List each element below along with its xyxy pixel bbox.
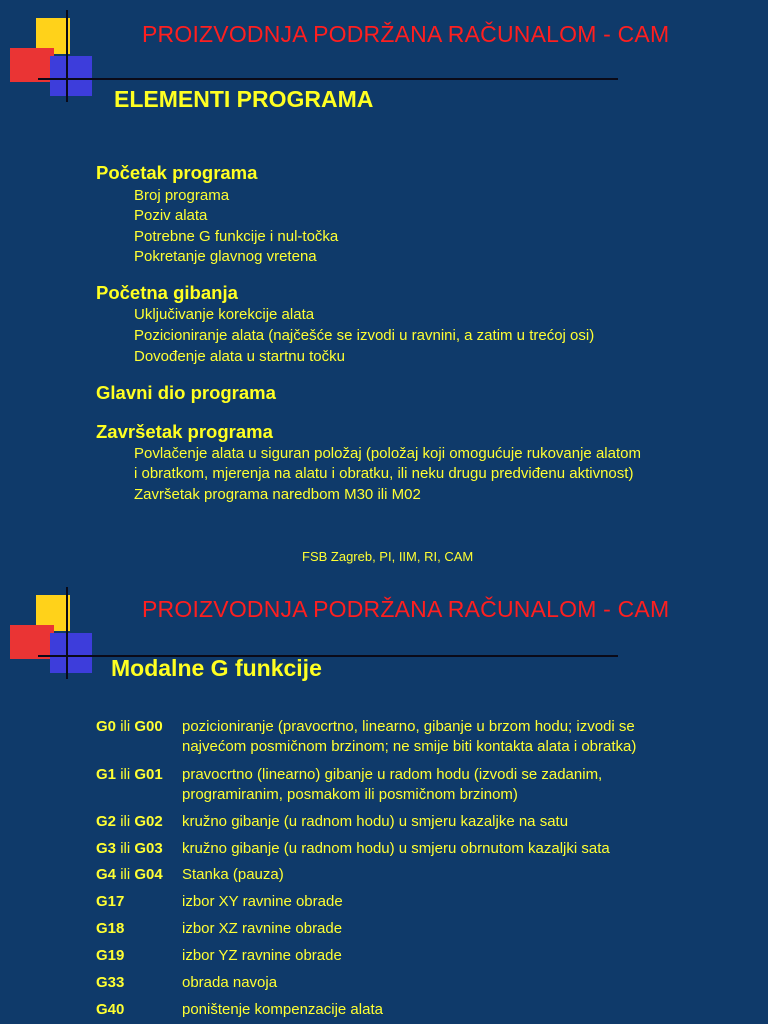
g-code-description: poništenje kompenzacije alata xyxy=(182,1001,383,1018)
g-code-description: izbor XZ ravnine obrade xyxy=(182,920,343,937)
slide-modalne-g-funkcije xyxy=(0,580,768,1024)
list-item: Poziv alata xyxy=(134,207,208,224)
logo-red-square xyxy=(10,625,54,659)
section-title: Završetak programa xyxy=(96,421,273,442)
slide-logo xyxy=(10,18,100,108)
g-code-label: G3 ili G03 xyxy=(96,840,163,857)
g-code-label: G17 xyxy=(96,893,125,910)
g-code-label: G40 xyxy=(96,1001,125,1018)
list-item: Uključivanje korekcije alata xyxy=(134,306,315,323)
header-divider-line xyxy=(38,78,618,80)
slide-header: PROIZVODNJA PODRŽANA RAČUNALOM - CAM xyxy=(142,21,670,47)
g-code-description: pozicioniranje (pravocrtno, linearno, gibanje u brzom hodu; izvodi se xyxy=(182,718,635,735)
slide-subtitle: Modalne G funkcije xyxy=(111,655,322,681)
slide-header: PROIZVODNJA PODRŽANA RAČUNALOM - CAM xyxy=(142,596,670,622)
g-code-description: kružno gibanje (u radnom hodu) u smjeru kazaljke na satu xyxy=(182,813,569,830)
section-title: Glavni dio programa xyxy=(96,382,276,403)
g-code-label: G2 ili G02 xyxy=(96,813,163,830)
logo-blue-square xyxy=(50,56,92,96)
g-code-description: izbor YZ ravnine obrade xyxy=(182,947,342,964)
g-code-description: izbor XY ravnine obrade xyxy=(182,893,343,910)
g-code-description: programiranim, posmakom ili posmičnom brzinom) xyxy=(182,786,518,803)
logo-vertical-line xyxy=(66,10,68,102)
slide-logo xyxy=(10,595,100,685)
section-title: Početna gibanja xyxy=(96,282,238,303)
section-title: Početak programa xyxy=(96,162,258,183)
g-code-label: G1 ili G01 xyxy=(96,766,163,783)
g-code-description: kružno gibanje (u radnom hodu) u smjeru obrnutom kazaljki sata xyxy=(182,840,610,857)
logo-red-square xyxy=(10,48,54,82)
list-item: Potrebne G funkcije i nul-točka xyxy=(134,228,339,245)
g-code-label: G4 ili G04 xyxy=(96,866,163,883)
slide-subtitle: ELEMENTI PROGRAMA xyxy=(114,86,374,112)
g-code-label: G19 xyxy=(96,947,125,964)
list-item: Pokretanje glavnog vretena xyxy=(134,248,317,265)
logo-vertical-line xyxy=(66,587,68,679)
list-item: Pozicioniranje alata (najčešće se izvodi u ravnini, a zatim u trećoj osi) xyxy=(134,327,595,344)
list-item: Broj programa xyxy=(134,187,230,204)
g-code-label: G0 ili G00 xyxy=(96,718,163,735)
slide-footer: FSB Zagreb, PI, IIM, RI, CAM xyxy=(302,549,474,564)
g-code-description: Stanka (pauza) xyxy=(182,866,284,883)
list-item: Dovođenje alata u startnu točku xyxy=(134,348,345,365)
logo-blue-square xyxy=(50,633,92,673)
g-code-description: obrada navoja xyxy=(182,974,278,991)
g-code-label: G33 xyxy=(96,974,125,991)
list-item: Povlačenje alata u siguran položaj (položaj koji omogućuje rukovanje alatom xyxy=(134,445,641,462)
g-code-description: najvećom posmičnom brzinom; ne smije biti kontakta alata i obratka) xyxy=(182,738,637,755)
list-item: i obratkom, mjerenja na alatu i obratku, ili neku drugu predviđenu aktivnost) xyxy=(134,465,634,482)
g-code-label: G18 xyxy=(96,920,125,937)
list-item: Završetak programa naredbom M30 ili M02 xyxy=(134,486,421,503)
g-code-description: pravocrtno (linearno) gibanje u radom hodu (izvodi se zadanim, xyxy=(182,766,603,783)
